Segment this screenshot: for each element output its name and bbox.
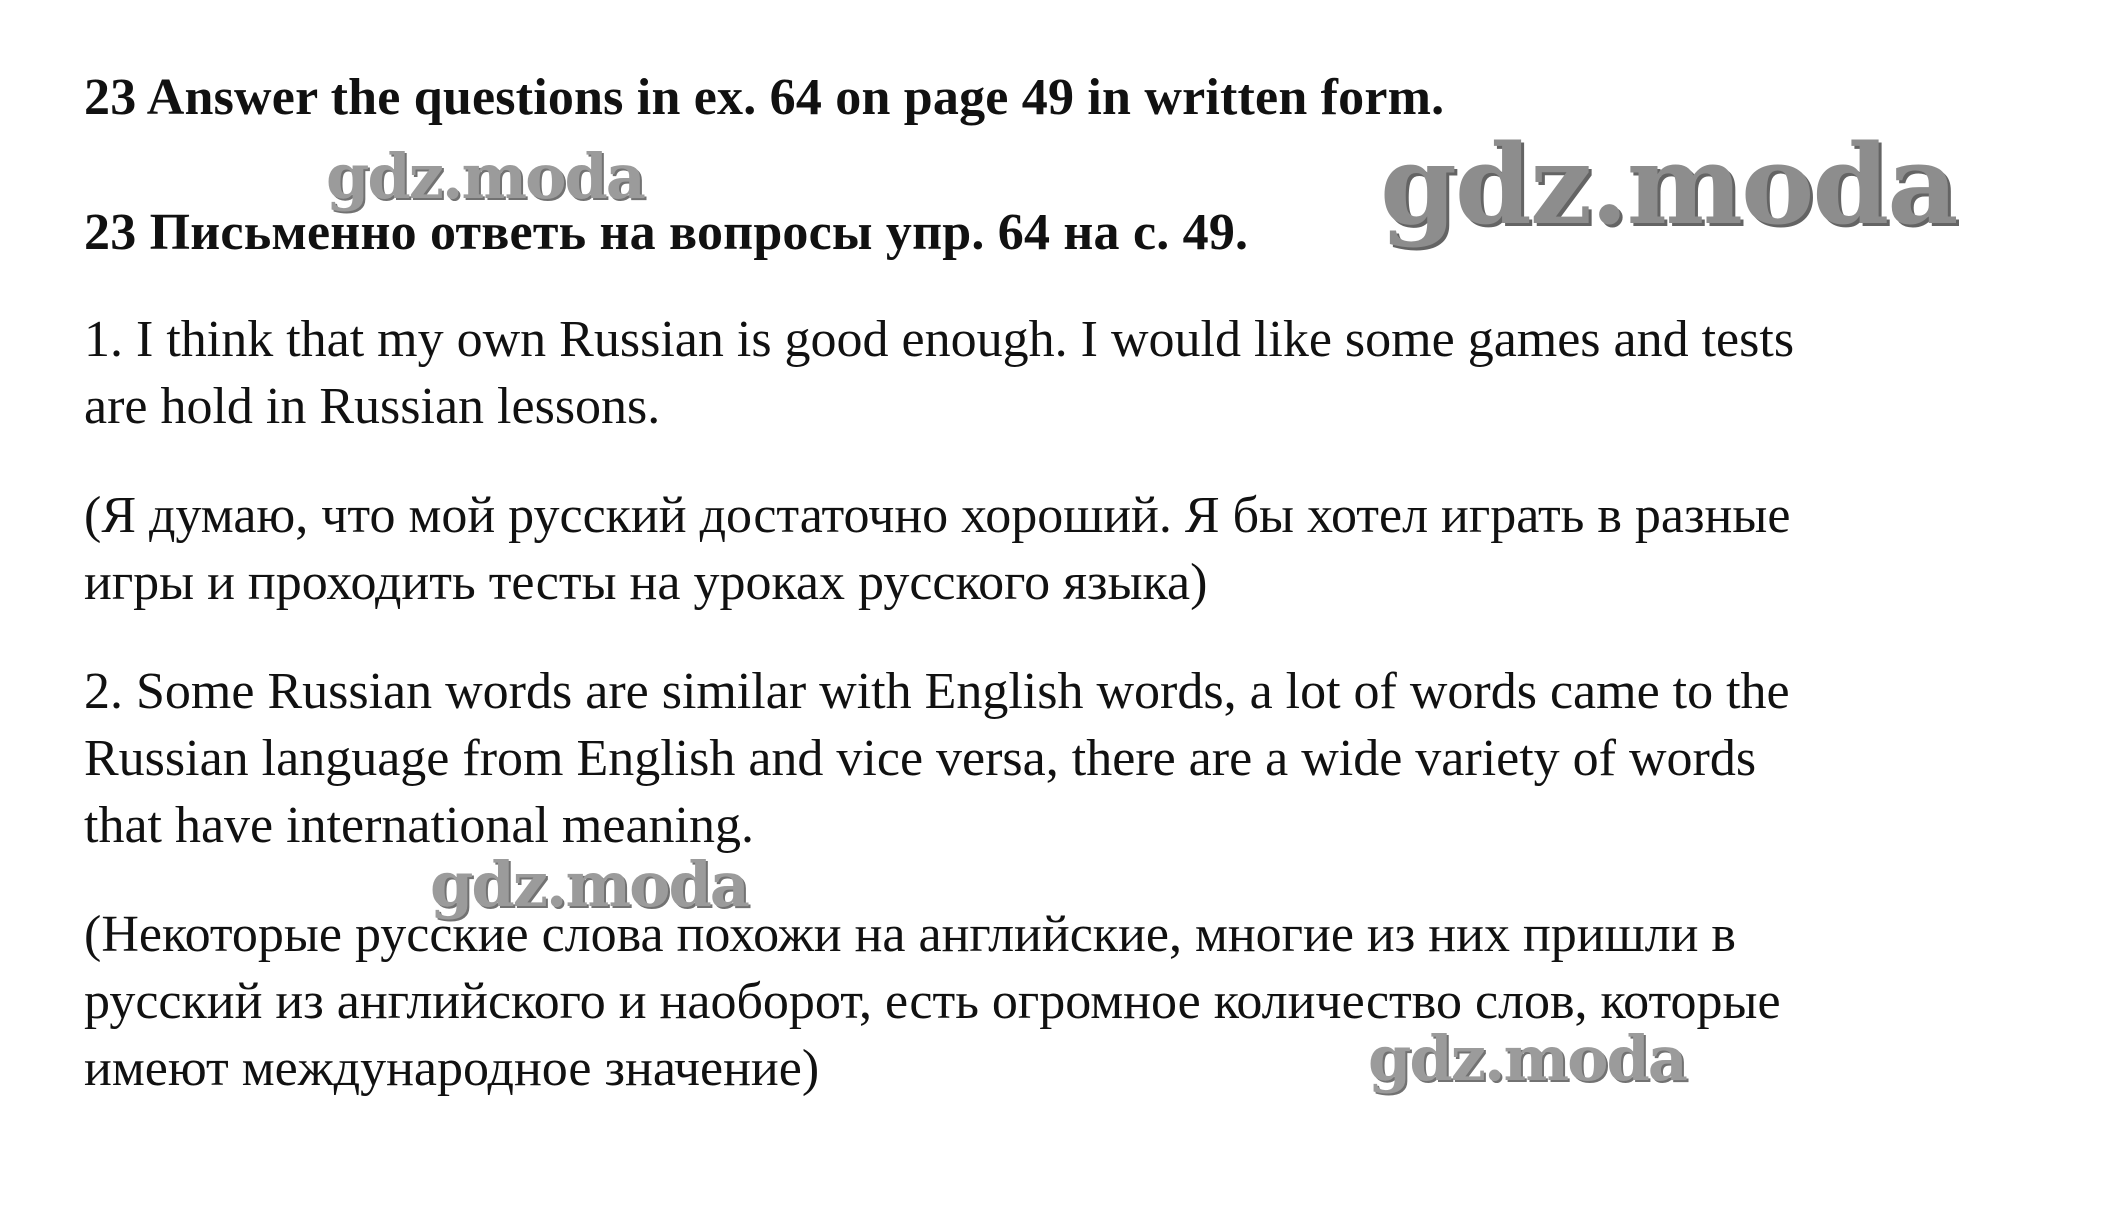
answer-2-en-line-1: 2. Some Russian words are similar with English words, a lot of words came to the [84,663,1790,720]
answer-2-ru-line-3: имеют международное значение) [84,1040,820,1097]
watermark-logo: gdz.moda [326,140,644,213]
heading-english: 23 Answer the questions in ex. 64 on page 49 in written form. [84,69,1445,126]
answer-2-en-line-3: that have international meaning. [84,797,754,854]
watermark-logo: gdz.moda [430,848,748,921]
answer-2-en-line-2: Russian language from English and vice versa, there are a wide variety of words [84,730,1757,787]
answer-1-en-line-1: 1. I think that my own Russian is good enough. I would like some games and tests [84,311,1795,368]
heading-russian: 23 Письменно ответь на вопросы упр. 64 на с. 49. [84,204,1249,261]
answer-1-ru-line-1: (Я думаю, что мой русский достаточно хороший. Я бы хотел играть в разные [84,487,1791,544]
watermark-logo: gdz.moda [1380,120,1957,249]
answer-1-en-line-2: are hold in Russian lessons. [84,378,661,435]
answer-2-ru-line-1: (Некоторые русские слова похожи на английские, многие из них пришли в [84,906,1736,963]
answer-1-ru-line-2: игры и проходить тесты на уроках русского языка) [84,554,1208,611]
answer-2-ru-line-2: русский из английского и наоборот, есть огромное количество слов, которые [84,973,1781,1030]
watermark-logo: gdz.moda [1368,1022,1686,1095]
